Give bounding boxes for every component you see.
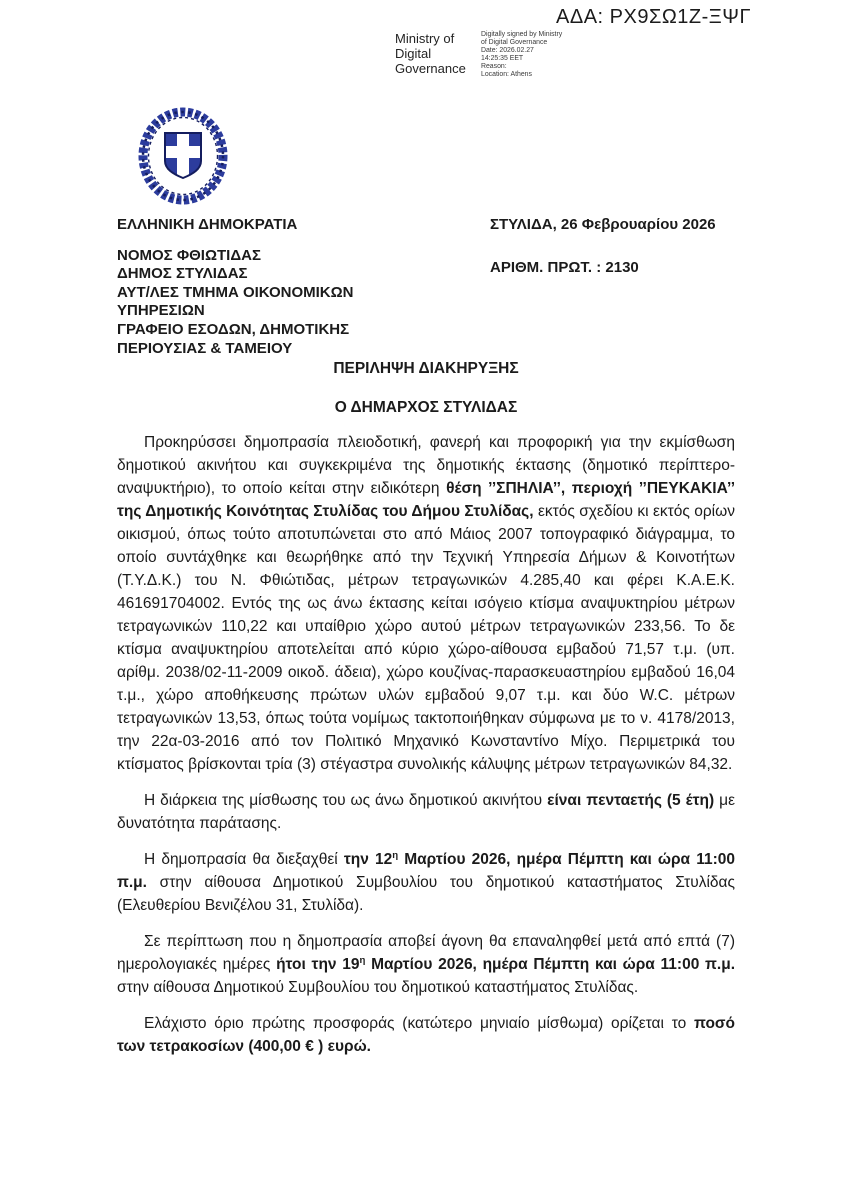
text-segment: Μαρτίου 2026, ημέρα Πέμπτη και ώρα 11:00 π.μ. [117,851,735,891]
text-segment: Σε περίπτωση που η δημοπρασία αποβεί άγονη θα επαναληφθεί μετά από επτά (7) ημερολογιακές ημέρες [117,933,735,973]
paragraph-lease-duration [117,789,735,835]
text-segment: Μαρτίου 2026, ημέρα Πέμπτη και ώρα 11:00 π.μ. [365,956,735,973]
paragraph-minimum-bid [117,1012,735,1058]
text-segment: Προκηρύσσει δημοπρασία πλειοδοτική, φανερή και προφορική για την εκμίσθωση δημοτικού ακινήτου και συγκεκριμένα της δημοτικής έκτασης (δημοτικό περίπτερο-αναψυκτήριο), το οποίο κείται στην ειδικότερη [117,434,735,497]
document-header [117,216,735,357]
text-line: Digital [395,46,432,61]
text-line: ΑΥΤ/ΛΕΣ ΤΜΗΜΑ ΟΙΚΟΝΟΜΙΚΩΝ [117,283,354,301]
text-line: ΓΡΑΦΕΙΟ ΕΣΟΔΩΝ, ΔΗΜΟΤΙΚΗΣ [117,320,350,338]
text-line: Reason: [481,62,507,70]
text-segment: Η διάρκεια της μίσθωσης του ως άνω δημοτικού ακινήτου [144,792,548,809]
text-line: Digitally signed by Ministry [481,31,563,38]
digital-signature-details [481,31,562,78]
text-segment: ποσό των τετρακοσίων (400,00 € ) ευρώ. [117,1015,735,1055]
text-segment: Ελάχιστο όριο πρώτης προσφοράς (κατώτερο μηνιαίο μίσθωμα) ορίζεται το [144,1015,695,1032]
protocol-number: ΑΡΙΘΜ. ΠΡΩΤ. : 2130 [490,258,639,276]
text-segment: ήτοι την 19 [276,956,360,973]
text-line: ΝΟΜΟΣ ΦΘΙΩΤΙΔΑΣ [117,246,261,264]
text-segment: στην αίθουσα Δημοτικού Συμβουλίου του δημοτικού καταστήματος Στυλίδας. [117,979,639,996]
text-line: 14:25:35 EET [481,54,524,62]
text-line: ΠΕΡΙΟΥΣΙΑΣ & ΤΑΜΕΙΟΥ [117,339,293,357]
text-segment: θέση ’’ΣΠΗΛΙΑ’’, περιοχή ’’ΠΕΥΚΑΚΙΑ’’ της Δημοτικής Κοινότητας Στυλίδας του Δήμου Στυλίδας, [117,480,735,520]
text-segment: με δυνατότητα παράτασης. [117,792,735,832]
text-segment: την 12 [343,851,393,868]
text-segment: η [359,954,366,966]
text-segment: στην αίθουσα Δημοτικού Συμβουλίου του δημοτικού καταστήματος Στυλίδας (Ελευθερίου Βενιζέλου 31, Στυλίδα). [117,874,735,914]
text-segment: είναι πενταετής (5 έτη) [547,792,715,809]
header-right-column [490,216,716,277]
text-segment: Η δημοπρασία θα διεξαχθεί [144,851,344,868]
text-line: Ministry of [395,31,455,46]
digital-signature-ministry [395,31,466,76]
text-line: ΥΠΗΡΕΣΙΩΝ [117,302,205,320]
doc-title-summary: ΠΕΡΙΛΗΨΗ ΔΙΑΚΗΡΥΞΗΣ [333,360,519,377]
text-line: Location: Athens [481,70,532,78]
document-body [117,431,735,1058]
text-segment: η [392,849,399,861]
text-segment: εκτός σχεδίου κι εκτός ορίων οικισμού, όπως τούτο αποτυπώνεται στο από Μάιος 2007 τοπογραφικό διάγραμμα, το οποίο συντάχθηκε και θεωρήθηκε από την Τεχνική Υπηρεσία Δήμων & Κοινοτήτων (Τ.Υ.Δ.Κ.) του Ν. Φθιώτιδας, μέτρων τετραγωνικών 4.285,40 και φέρει Κ.Α.Ε.Κ. 461691704002. Εντός της ως άνω έκτασης κείται ισόγειο κτίσμα αναψυκτηρίου μέτρων τετραγωνικών 110,22 και υπαίθριο χώρο αυτού μέτρων τετραγωνικών 233,56. Το δε κτίσμα αναψυκτηρίου αποτελείται από κύριο χώρο-αίθουσα εμβαδού 71,57 τ.μ. (υπ. αρίθμ. 2038/02-11-2009 οικοδ. άδεια), χώρο κουζίνας-παρασκευαστηρίου εμβαδού 16,04 τ.μ., χώρο αποθήκευσης πρώτων υλών εμβαδού 9,07 τ.μ. και δύο W.C. μέτρων τετραγωνικών 13,53, όπως τούτα νομίμως τακτοποιήθηκαν σύμφωνα με το ν. 4178/2013, την 22α-03-2016 από τον Πολιτικό Μηχανικό Κωνσταντίνο Μίχο. Περιμετρικά του κτίσματος βρίσκονται τρία (3) στέγαστρα συνολικής κάλυψης μέτρων τετραγωνικών 84,32. [117,503,735,773]
greek-coat-of-arms-icon [136,103,230,207]
text-line: Date: 2026.02.27 [481,46,534,54]
paragraph-description [117,431,735,776]
ada-code: ΑΔΑ: ΡΧ9ΣΩ1Ζ-ΞΨΓ [556,6,751,28]
paragraph-auction-date [117,848,735,917]
text-line: ΕΛΛΗΝΙΚΗ ΔΗΜΟΚΡΑΤΙΑ [117,216,298,233]
text-line: ΔΗΜΟΣ ΣΤΥΛΙΔΑΣ [117,265,248,283]
text-line: of Digital Governance [481,38,548,46]
paragraph-repeat-auction [117,930,735,999]
place-and-date: ΣΤΥΛΙΔΑ, 26 Φεβρουαρίου 2026 [490,216,716,233]
text-line: Governance [395,61,466,76]
greek-coat-of-arms-logo [136,103,230,207]
document-content [117,216,735,1071]
doc-title-mayor: Ο ΔΗΜΑΡΧΟΣ ΣΤΥΛΙΔΑΣ [334,399,518,416]
